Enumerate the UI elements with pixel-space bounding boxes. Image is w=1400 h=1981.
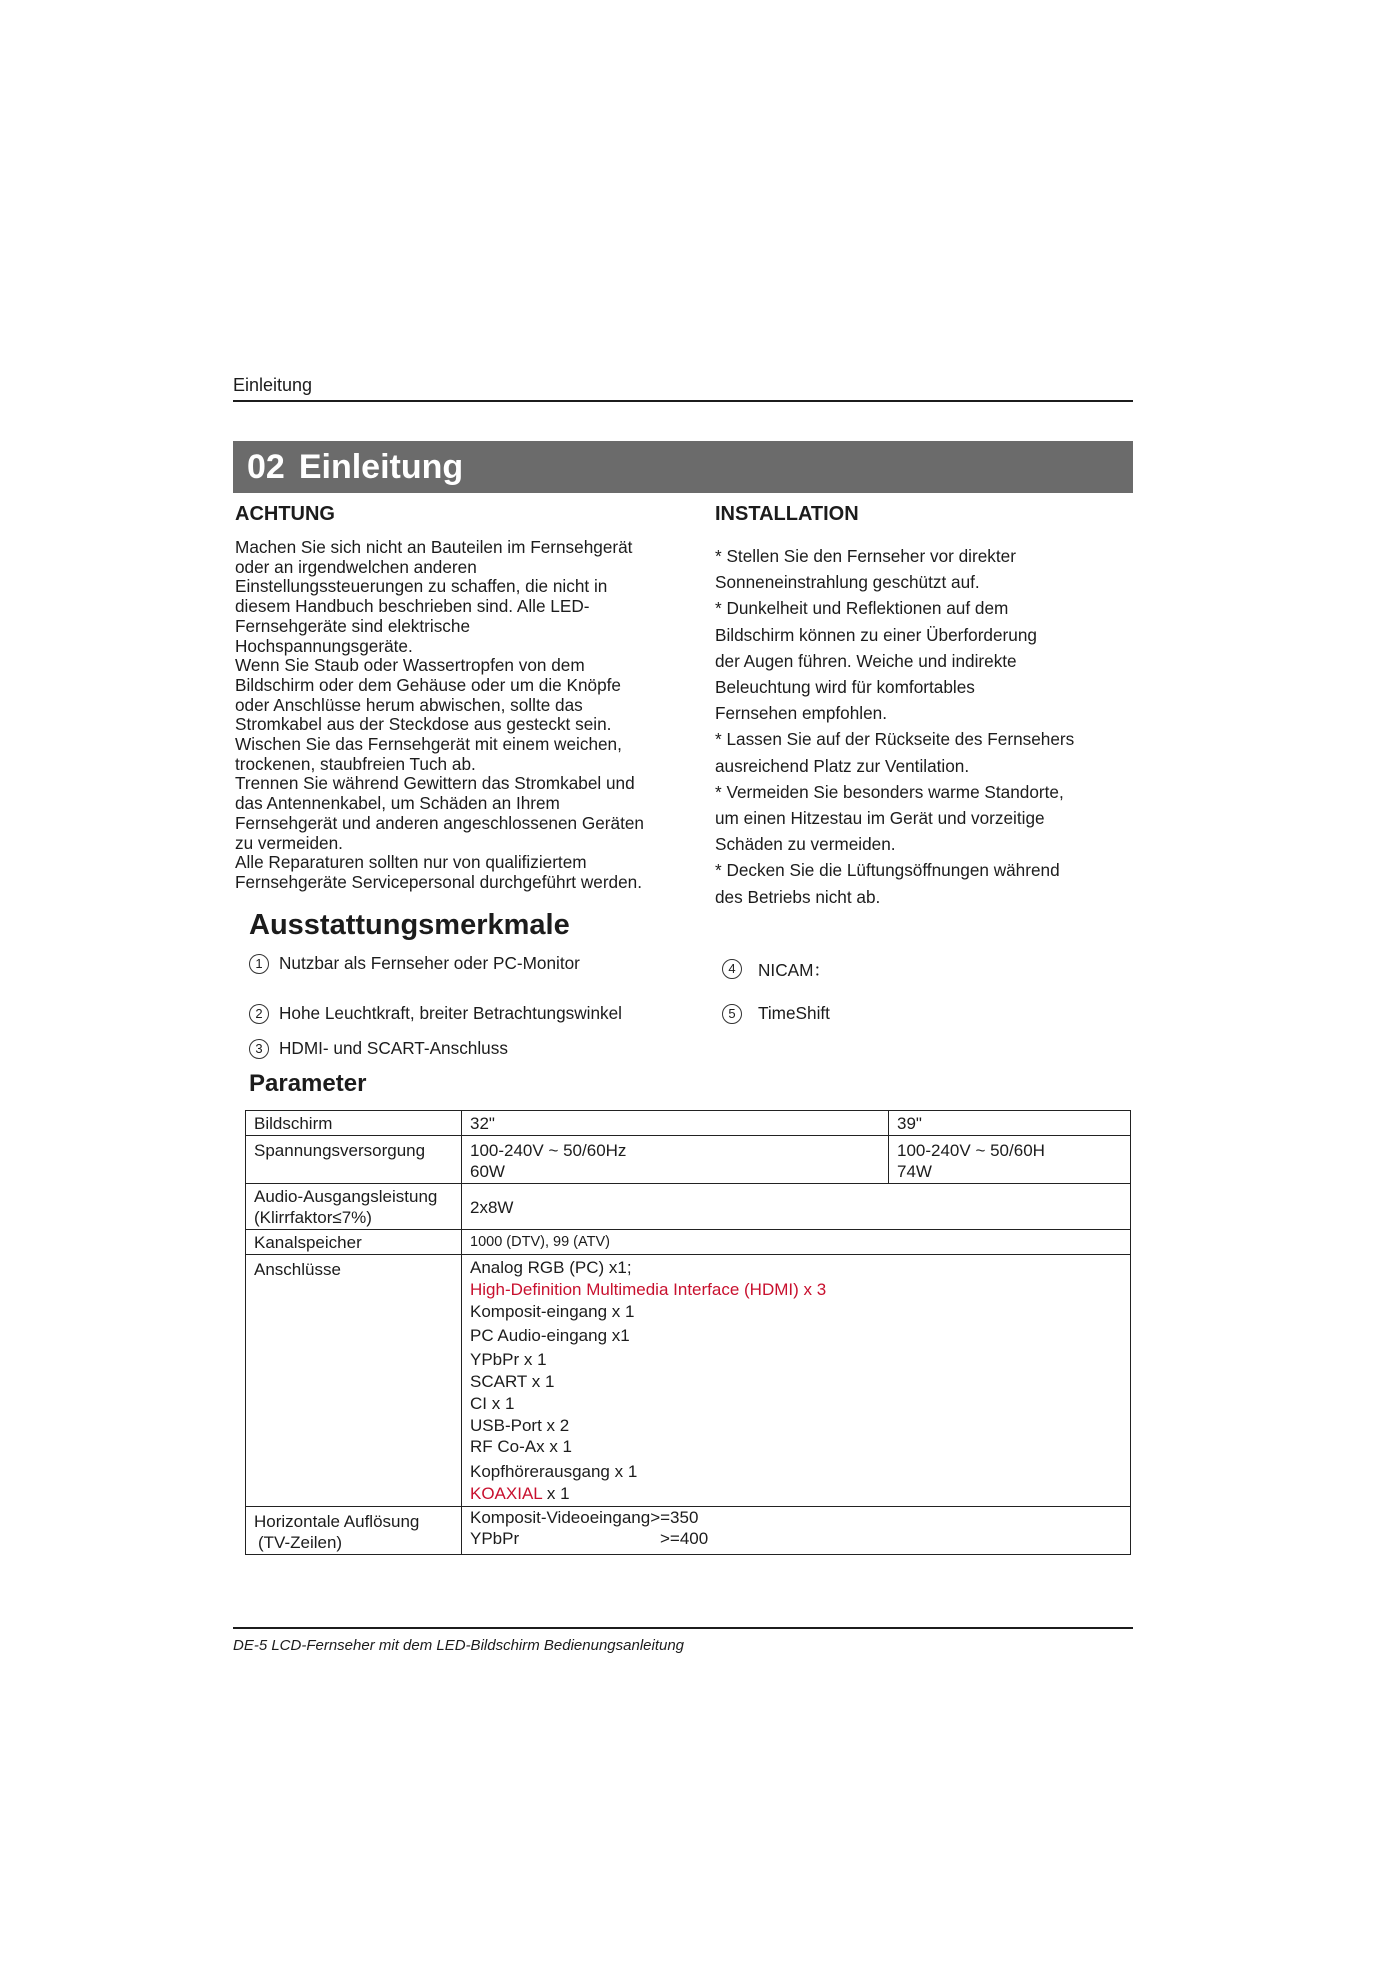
power-39: 74W: [897, 1162, 932, 1181]
table-row: [246, 1255, 1131, 1507]
achtung-line: das Antennenkabel, um Schäden an Ihrem: [235, 793, 560, 814]
features-heading: Ausstattungsmerkmale: [249, 909, 570, 941]
parameter-table: [245, 1110, 1131, 1555]
feature-item: [249, 1038, 508, 1059]
row-label: Anschlüsse: [246, 1255, 462, 1507]
number-circle-icon: 1: [249, 954, 269, 974]
feature-item: [722, 956, 831, 981]
table-row: [246, 1111, 1131, 1136]
table-row: [246, 1136, 1131, 1184]
installation-line: um einen Hitzestau im Gerät und vorzeitige: [715, 808, 1045, 829]
list-item: [470, 1507, 1122, 1528]
table-row: [246, 1184, 1131, 1230]
table-row: [246, 1506, 1131, 1554]
row-label: Spannungsversorgung: [246, 1136, 462, 1184]
achtung-line: Fernsehgerät und anderen angeschlossenen Geräten: [235, 812, 644, 833]
voltage-39: 100-240V ~ 50/60H: [897, 1141, 1045, 1160]
achtung-line: Stromkabel aus der Steckdose aus gesteckt sein.: [235, 714, 612, 735]
installation-text: [715, 543, 1135, 910]
connections-list: [462, 1255, 1131, 1507]
achtung-line: Trennen Sie während Gewittern das Stromkabel und: [235, 773, 635, 794]
list-item: SCART x 1: [470, 1371, 555, 1391]
achtung-line: zu vermeiden.: [235, 832, 343, 853]
power-32: 60W: [470, 1162, 505, 1181]
voltage-32: 100-240V ~ 50/60Hz: [470, 1141, 627, 1160]
running-header: Einleitung: [233, 375, 313, 395]
number-circle-icon: 5: [722, 1004, 742, 1024]
installation-line: des Betriebs nicht ab.: [715, 886, 881, 907]
achtung-text: [235, 538, 675, 893]
installation-line: Beleuchtung wird für komfortables: [715, 677, 975, 698]
achtung-heading: ACHTUNG: [235, 503, 335, 525]
row-label: Bildschirm: [246, 1111, 462, 1136]
list-item: Kopfhörerausgang x 1: [470, 1462, 638, 1482]
installation-line: ausreichend Platz zur Ventilation.: [715, 755, 970, 776]
achtung-line: trockenen, staubfreien Tuch ab.: [235, 753, 476, 774]
header-divider: [233, 400, 1133, 402]
feature-item: [249, 1003, 622, 1024]
installation-line: Schäden zu vermeiden.: [715, 834, 896, 855]
feature-item: [249, 953, 580, 974]
page-footer: DE-5 LCD-Fernseher mit dem LED-Bildschirm Bedienungsanleitung: [233, 1637, 685, 1654]
installation-line: * Dunkelheit und Reflektionen auf dem: [715, 598, 1009, 619]
footer-divider: [233, 1627, 1133, 1629]
feature-text: Nutzbar als Fernseher oder PC-Monitor: [279, 953, 580, 973]
achtung-line: oder an irgendwelchen anderen: [235, 556, 477, 577]
achtung-line: Bildschirm oder dem Gehäuse oder um die Knöpfe: [235, 674, 621, 695]
cell-39: 39": [889, 1111, 1131, 1136]
chapter-number: 02: [247, 448, 285, 486]
achtung-line: Fernsehgeräte Servicepersonal durchgeführt werden.: [235, 871, 643, 892]
resolution-values: [462, 1506, 1131, 1554]
feature-text: Hohe Leuchtkraft, breiter Betrachtungswinkel: [279, 1003, 622, 1023]
number-circle-icon: 2: [249, 1004, 269, 1024]
chapter-title: Einleitung: [298, 448, 464, 486]
list-item: Komposit-eingang x 1: [470, 1301, 635, 1321]
installation-line: Sonneneinstrahlung geschützt auf.: [715, 572, 980, 593]
kanal-value: 1000 (DTV), 99 (ATV): [462, 1230, 1131, 1255]
koaxial-count: x 1: [542, 1483, 570, 1503]
feature-text: TimeShift: [758, 1003, 830, 1023]
installation-heading: INSTALLATION: [715, 503, 859, 525]
audio-value: 2x8W: [462, 1184, 1131, 1230]
installation-line: * Vermeiden Sie besonders warme Standorte,: [715, 781, 1064, 802]
list-item: RF Co-Ax x 1: [470, 1437, 573, 1457]
resolution-name: YPbPr: [470, 1528, 520, 1548]
list-item: YPbPr x 1: [470, 1350, 547, 1370]
achtung-line: Alle Reparaturen sollten nur von qualifiziertem: [235, 852, 587, 873]
row-label: [246, 1184, 462, 1230]
list-item: CI x 1: [470, 1393, 515, 1413]
resolution-value: >=400: [660, 1528, 709, 1548]
resolution-name: Komposit-Videoeingang: [470, 1507, 651, 1527]
row-label: Kanalspeicher: [246, 1230, 462, 1255]
resolution-value: >=350: [650, 1507, 699, 1527]
audio-sublabel: (Klirrfaktor≤7%): [254, 1208, 372, 1227]
achtung-line: Wenn Sie Staub oder Wassertropfen von dem: [235, 655, 585, 676]
koaxial-label: KOAXIAL: [470, 1483, 543, 1503]
installation-line: * Stellen Sie den Fernseher vor direkter: [715, 546, 1016, 566]
resolution-sublabel: (TV-Zeilen): [258, 1532, 343, 1552]
installation-line: der Augen führen. Weiche und indirekte: [715, 650, 1017, 671]
number-circle-icon: 3: [249, 1039, 269, 1059]
achtung-line: Einstellungssteuerungen zu schaffen, die nicht in: [235, 576, 608, 597]
resolution-label: Horizontale Auflösung: [254, 1511, 420, 1531]
installation-line: * Decken Sie die Lüftungsöffnungen während: [715, 860, 1060, 881]
cell-39: [889, 1136, 1131, 1184]
list-item: USB-Port x 2: [470, 1415, 570, 1435]
achtung-line: Wischen Sie das Fernsehgerät mit einem weichen,: [235, 734, 622, 755]
achtung-line: Machen Sie sich nicht an Bauteilen im Fernsehgerät: [235, 537, 633, 557]
row-label: [246, 1506, 462, 1554]
cell-32: [462, 1136, 889, 1184]
list-item: High-Definition Multimedia Interface (HDMI) x 3: [470, 1279, 827, 1299]
audio-label: Audio-Ausgangsleistung: [254, 1187, 438, 1206]
achtung-line: diesem Handbuch beschrieben sind. Alle LED-: [235, 596, 590, 617]
list-item: [470, 1528, 1122, 1549]
feature-text: NICAM：: [758, 960, 831, 980]
installation-line: Fernsehen empfohlen.: [715, 703, 887, 724]
parameter-heading: Parameter: [249, 1070, 367, 1097]
achtung-line: Fernsehgeräte sind elektrische: [235, 615, 471, 636]
feature-item: [722, 1003, 830, 1024]
achtung-line: Hochspannungsgeräte.: [235, 635, 413, 656]
feature-text: HDMI- und SCART-Anschluss: [279, 1038, 508, 1058]
chapter-title-bar: [233, 441, 1133, 493]
installation-line: * Lassen Sie auf der Rückseite des Fernsehers: [715, 729, 1075, 750]
installation-line: Bildschirm können zu einer Überforderung: [715, 624, 1037, 645]
list-item: [470, 1483, 1122, 1505]
list-item: Analog RGB (PC) x1;: [470, 1258, 632, 1277]
list-item: PC Audio-eingang x1: [470, 1326, 630, 1346]
number-circle-icon: 4: [722, 959, 742, 979]
achtung-line: oder Anschlüsse herum abwischen, sollte das: [235, 694, 583, 715]
table-row: [246, 1230, 1131, 1255]
cell-32: 32": [462, 1111, 889, 1136]
